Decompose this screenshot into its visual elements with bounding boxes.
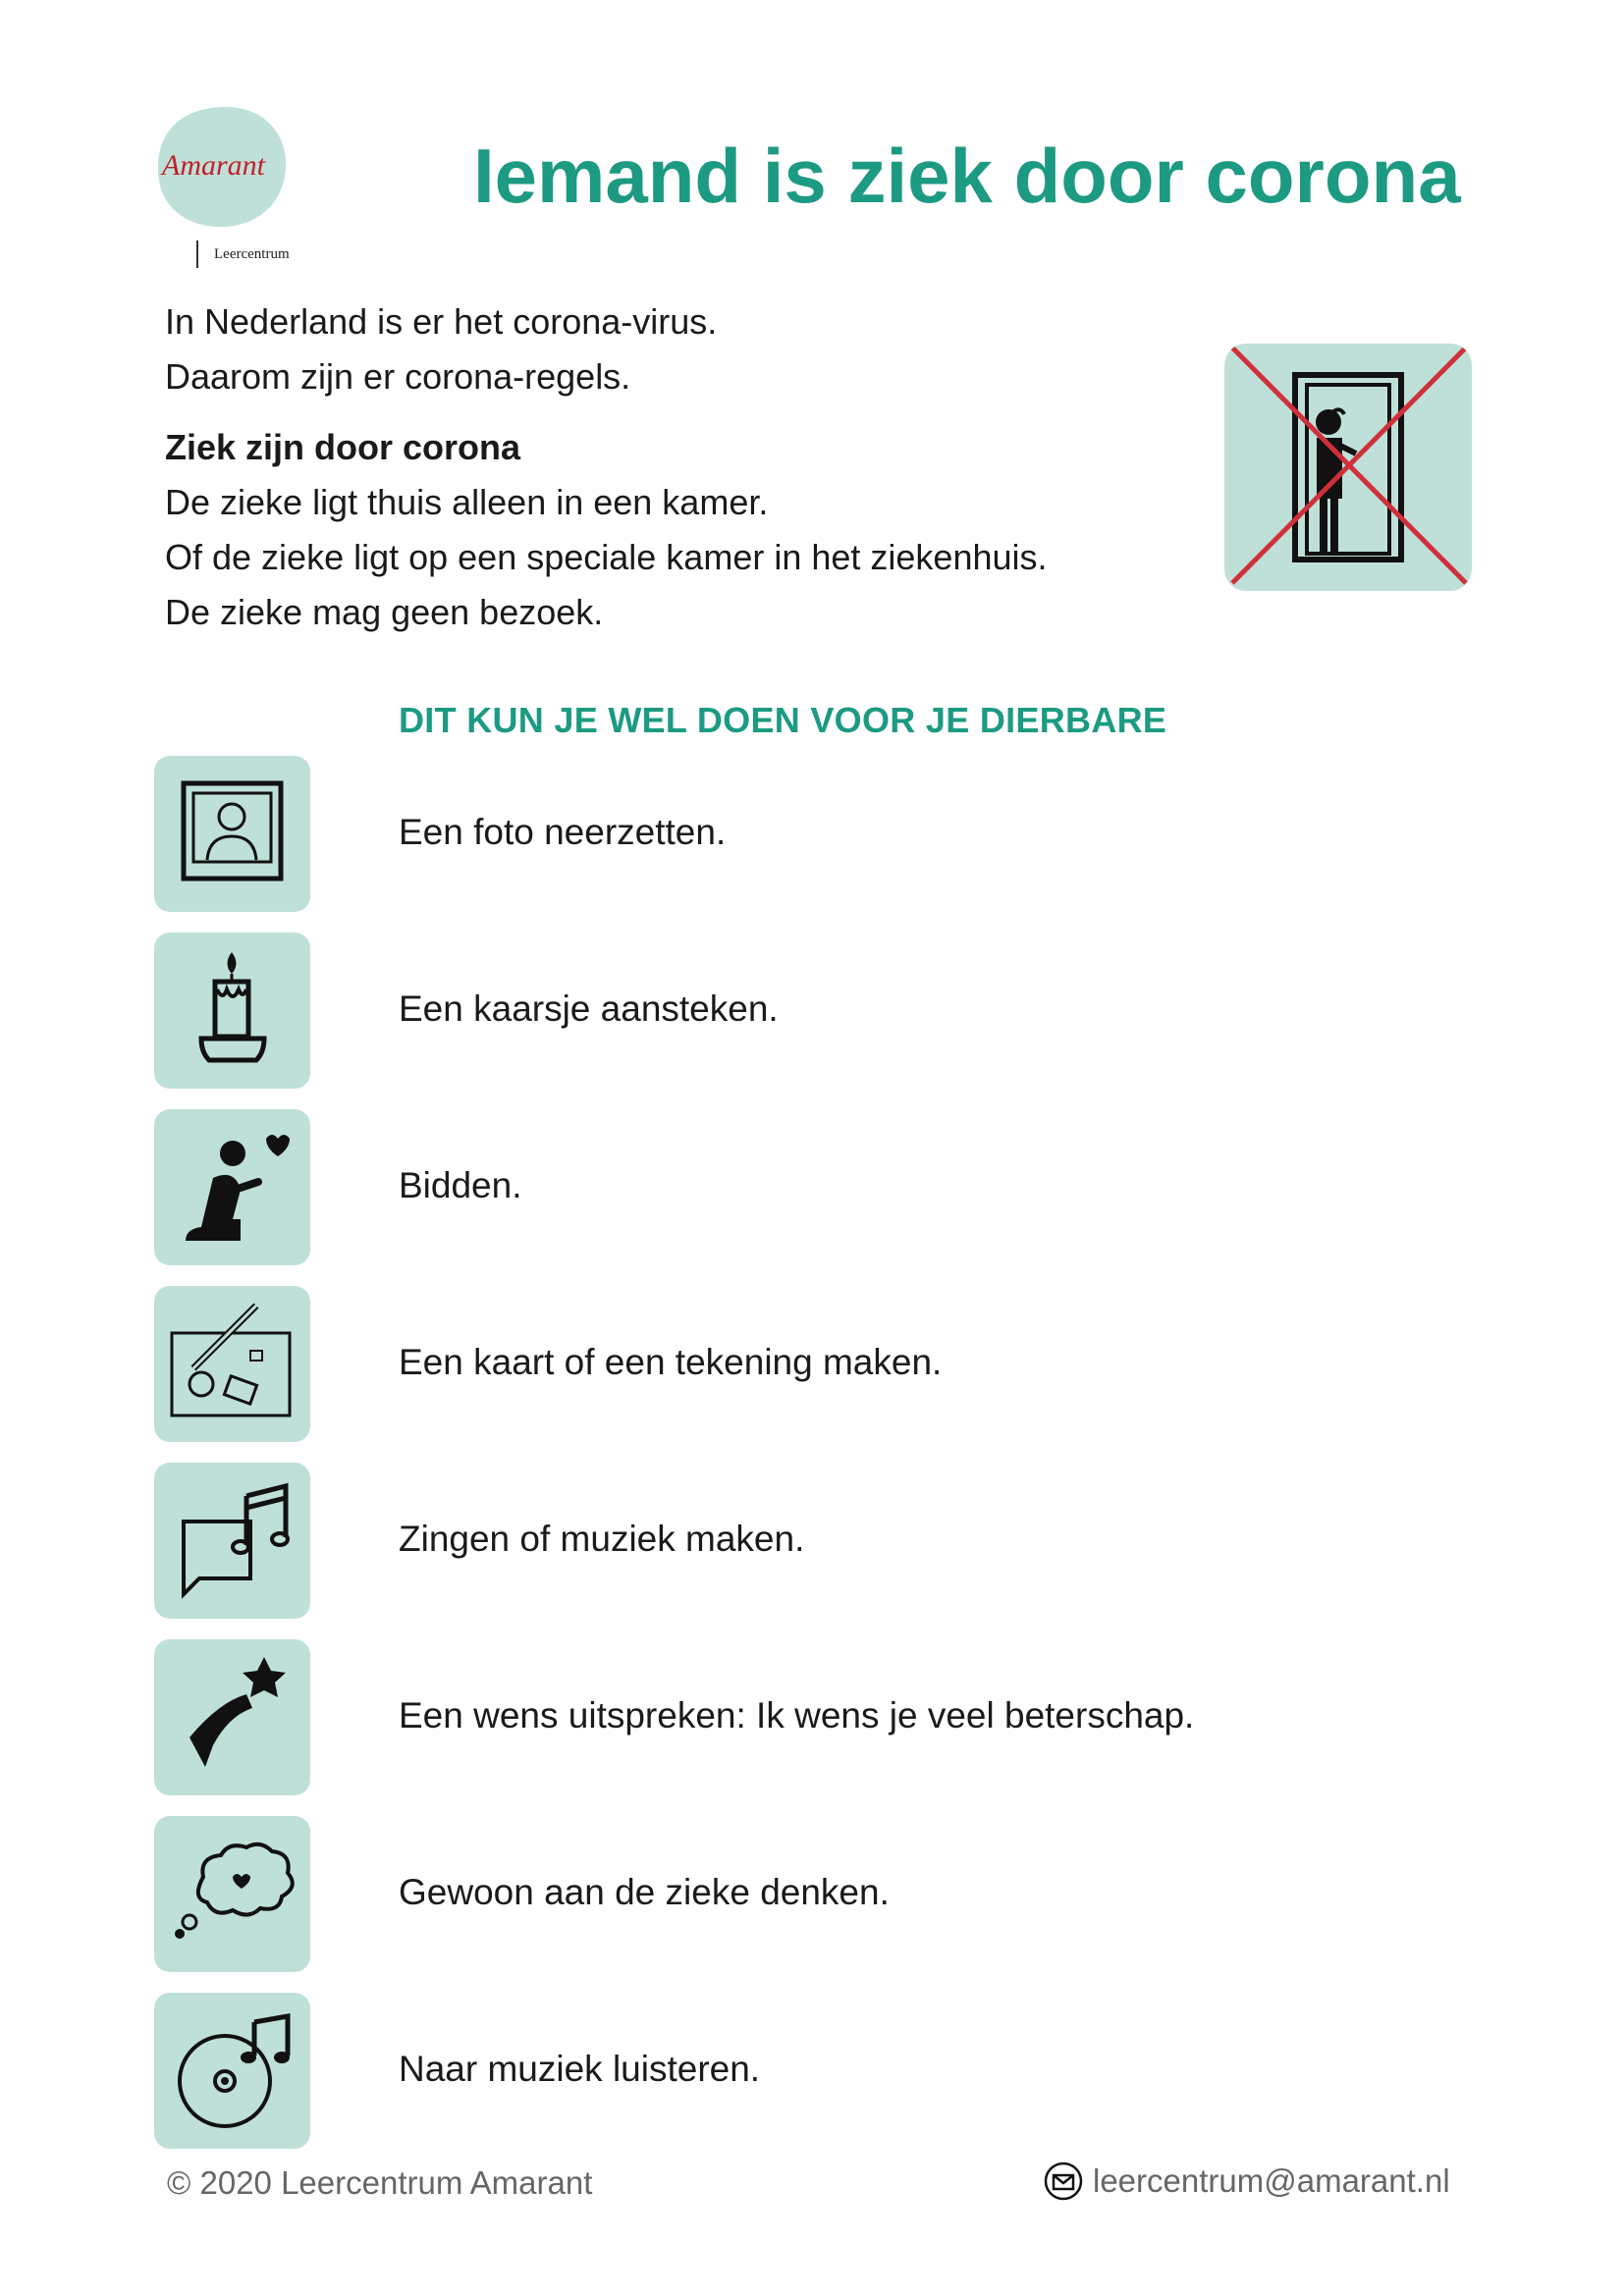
item-label: Gewoon aan de zieke denken. [399, 1872, 890, 1912]
sick-section [165, 420, 1196, 640]
item-label: Naar muziek luisteren. [399, 2049, 761, 2089]
intro-line: In Nederland is er het corona-virus. [165, 301, 718, 342]
item-label: Een kaarsje aansteken. [399, 988, 779, 1029]
intro-text [165, 294, 1196, 404]
list-item [154, 1286, 1480, 1443]
list-item [154, 756, 1480, 913]
list-item [154, 1109, 1480, 1266]
email-link[interactable]: leercentrum@amarant.nl [1093, 2163, 1450, 2199]
item-label: Een kaart of een tekening maken. [399, 1342, 943, 1382]
thought-heart-icon [154, 1816, 310, 1972]
music-speech-icon [154, 1463, 310, 1619]
page-title: Iemand is ziek door corona [473, 133, 1461, 219]
candle-icon [154, 933, 310, 1089]
item-label: Bidden. [399, 1165, 522, 1205]
item-label: Een wens uitspreken: Ik wens je veel beterschap. [399, 1695, 1195, 1735]
footer-email[interactable] [1044, 2162, 1450, 2201]
list-item [154, 1463, 1480, 1620]
section-heading: Ziek zijn door corona [165, 427, 521, 467]
item-label: Een foto neerzetten. [399, 812, 727, 852]
logo-subtitle: Leercentrum [214, 246, 290, 262]
intro-line: Daarom zijn er corona-regels. [165, 356, 631, 397]
actions-subheading: DIT KUN JE WEL DOEN VOOR JE DIERBARE [399, 700, 1167, 740]
photo-frame-icon [154, 756, 310, 912]
no-visit-door-tile [1224, 344, 1472, 591]
logo-name: Amarant [162, 149, 265, 182]
mail-icon [1044, 2162, 1083, 2201]
section-line: De zieke mag geen bezoek. [165, 592, 604, 632]
shooting-star-icon [154, 1639, 310, 1795]
section-line: De zieke ligt thuis alleen in een kamer. [165, 482, 769, 522]
list-item [154, 1639, 1480, 1796]
section-line: Of de zieke ligt op een speciale kamer in het ziekenhuis. [165, 537, 1048, 577]
footer-copyright: © 2020 Leercentrum Amarant [167, 2164, 593, 2201]
list-item [154, 1816, 1480, 1973]
list-item [154, 1993, 1480, 2150]
logo-divider [196, 240, 198, 268]
drawing-card-icon [154, 1286, 310, 1442]
no-visit-door-icon [1224, 344, 1472, 591]
list-item [154, 933, 1480, 1090]
music-disc-icon [154, 1993, 310, 2149]
praying-person-icon [154, 1109, 310, 1265]
item-label: Zingen of muziek maken. [399, 1519, 805, 1559]
